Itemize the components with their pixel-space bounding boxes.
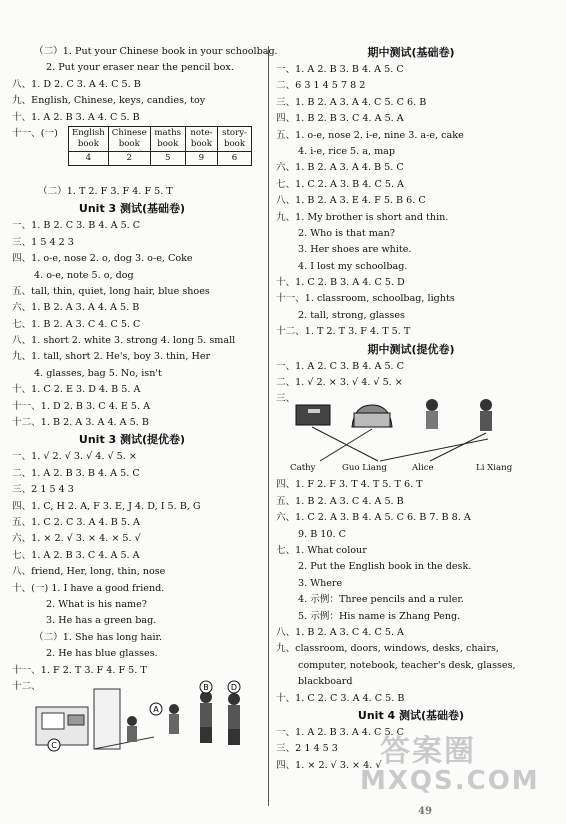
table-header-cell: Chinese book	[108, 126, 150, 151]
answer-line: 七、1. B 2. A 3. C 4. C 5. C	[12, 318, 141, 330]
answer-line: 九、classroom, doors, windows, desks, chairs,	[276, 643, 499, 655]
table-value-cell: 5	[150, 151, 185, 165]
answer-line: 2. Who is that man?	[298, 227, 395, 239]
answer-line: 八、1. B 2. A 3. C 4. C 5. A	[276, 626, 404, 638]
answer-line: （二）1. She has long hair.	[34, 631, 163, 643]
left-lines-a	[12, 44, 278, 126]
answer-line: 二、1. √ 2. × 3. √ 4. √ 5. ×	[276, 377, 403, 389]
matching-figure-block	[276, 391, 546, 477]
answer-line: 一、1. B 2. C 3. B 4. A 5. C	[12, 220, 141, 232]
matching-name-label: Alice	[412, 463, 434, 474]
answer-line: 八、1. B 2. A 3. E 4. F 5. B 6. C	[276, 195, 426, 207]
table-header-cell: story-book	[218, 126, 252, 151]
answer-line: 九、1. tall, short 2. He's, boy 3. thin, Her	[12, 351, 211, 363]
table-header-cell: note-book	[185, 126, 217, 151]
answer-line: 六、1. × 2. √ 3. × 4. × 5. √	[12, 533, 141, 545]
answer-line: 三、2 1 4 5 3	[276, 743, 338, 755]
answer-line: 三、1. B 2. A 3. A 4. C 5. C 6. B	[276, 96, 427, 108]
table-header-cell: maths book	[150, 126, 185, 151]
answer-line: 七、1. A 2. B 3. C 4. A 5. A	[12, 549, 140, 561]
book-table-block	[12, 126, 252, 184]
answer-line: 九、1. My brother is short and thin.	[276, 211, 449, 223]
answer-line: 七、1. What colour	[276, 544, 367, 556]
answer-line: 六、1. B 2. A 3. A 4. B 5. C	[276, 162, 404, 174]
scene-illustration-block	[12, 679, 252, 757]
scene-letter: C	[51, 740, 57, 750]
answer-line: 二、1. A 2. B 3. B 4. A 5. C	[12, 467, 140, 479]
answer-line: 4. 示例：Three pencils and a ruler.	[298, 594, 464, 606]
left-lines-b	[12, 184, 252, 200]
table-value-cell: 2	[108, 151, 150, 165]
answer-line: 十、1. C 2. B 3. A 4. C 5. D	[276, 277, 405, 289]
answer-line: 一、1. √ 2. √ 3. √ 4. √ 5. ×	[12, 451, 137, 463]
answer-line: 9. B 10. C	[298, 528, 346, 540]
left-lines-c	[12, 218, 252, 431]
answer-line: 二、6 3 1 4 5 7 8 2	[276, 80, 366, 92]
table-label: 十一、(一)	[12, 127, 58, 139]
answer-line: 2. Put your eraser near the pencil box.	[46, 62, 234, 74]
scene-label: 十二、	[12, 680, 41, 692]
answer-line: 2. tall, strong, glasses	[298, 309, 405, 321]
section-title-unit3-advanced: Unit 3 测试(提优卷)	[78, 433, 186, 447]
answer-line: 十二、1. T 2. T 3. F 4. T 5. T	[276, 326, 411, 338]
answer-line: 一、1. A 2. B 3. B 4. A 5. C	[276, 64, 404, 75]
right-column	[276, 44, 546, 774]
right-lines-c	[276, 477, 546, 706]
section-title-midterm-basic: 期中测试(基础卷)	[367, 46, 455, 59]
answer-line: 八、1. short 2. white 3. strong 4. long 5. small	[12, 335, 236, 347]
answer-line: （二）1. Put your Chinese book in your schoolbag.	[34, 46, 278, 57]
book-count-table	[68, 126, 252, 166]
answer-line: 九、English, Chinese, keys, candies, toy	[12, 95, 206, 107]
section-title-midterm-advanced: 期中测试(提优卷)	[367, 342, 455, 356]
answer-line: 一、1. A 2. C 3. B 4. A 5. C	[276, 360, 404, 372]
answer-line: 四、1. × 2. √ 3. × 4. √	[276, 759, 382, 771]
answer-line: 2. He has blue glasses.	[46, 648, 158, 660]
answer-line: 四、1. o-e, nose 2. o, dog 3. o-e, Coke	[12, 253, 193, 265]
matching-names-row	[290, 463, 520, 477]
answer-line: （二）1. T 2. F 3. F 4. F 5. T	[38, 185, 173, 197]
answer-line: 一、1. A 2. B 3. A 4. C 5. C	[276, 726, 404, 738]
answer-line: 4. glasses, bag 5. No, isn't	[34, 367, 162, 379]
scene-letter: A	[153, 704, 159, 714]
left-column	[12, 44, 278, 757]
answer-line: 4. i-e, rice 5. a, map	[298, 145, 396, 157]
answer-line: 五、tall, thin, quiet, long hair, blue shoes	[12, 285, 210, 297]
left-lines-d	[12, 449, 252, 678]
matching-name-label: Li Xiang	[476, 463, 513, 474]
scene-letter: B	[203, 682, 209, 692]
watermark-url: MXQS.COM	[360, 766, 540, 796]
answer-line: 十一、1. F 2. T 3. F 4. F 5. T	[12, 664, 147, 676]
answer-line: 五、1. B 2. A 3. C 4. A 5. B	[276, 495, 404, 507]
answer-line: 十二、1. B 2. A 3. A 4. A 5. B	[12, 417, 149, 429]
watermark-cn: 答案圈	[380, 734, 476, 769]
answer-line: 4. o-e, note 5. o, dog	[34, 269, 134, 281]
answer-line: 十、1. C 2. E 3. D 4. B 5. A	[12, 384, 141, 396]
answer-line: 2. What is his name?	[46, 598, 147, 610]
matching-name-label: Guo Liang	[342, 463, 387, 474]
answer-line: 5. 示例：His name is Zhang Peng.	[298, 610, 461, 622]
table-header-cell: English book	[69, 126, 109, 151]
answer-line: 六、1. C 2. A 3. B 4. A 5. C 6. B 7. B 8. A	[276, 512, 471, 524]
table-value-cell: 9	[185, 151, 217, 165]
answer-line: 3. Her shoes are white.	[298, 244, 412, 256]
answer-line: 4. I lost my schoolbag.	[298, 260, 408, 272]
right-lines-a	[276, 62, 546, 341]
column-divider	[268, 46, 269, 806]
page-number: 49	[418, 806, 432, 817]
table-value-cell: 4	[69, 151, 109, 165]
classroom-scene-illustration	[34, 679, 264, 757]
answer-line: 三、2 1 5 4 3	[12, 484, 74, 496]
answer-line: 十一、1. classroom, schoolbag, lights	[276, 293, 455, 305]
answer-line: 四、1. C, H 2. A, F 3. E, J 4. D, I 5. B, G	[12, 500, 201, 512]
answer-line: computer, notebook, teacher's desk, glasses,	[298, 659, 516, 671]
answer-line: 3. He has a green bag.	[46, 615, 157, 627]
matching-label: 三、	[276, 393, 296, 405]
answer-line: blackboard	[298, 676, 353, 688]
answer-line: 六、1. B 2. A 3. A 4. A 5. B	[12, 302, 140, 314]
answer-line: 四、1. F 2. F 3. T 4. T 5. T 6. T	[276, 479, 423, 491]
answer-line: 三、1 5 4 2 3	[12, 236, 74, 248]
answer-line: 十、1. A 2. B 3. A 4. C 5. B	[12, 111, 140, 123]
answer-line: 十、1. C 2. C 3. A 4. C 5. B	[276, 692, 405, 704]
answer-line: 八、1. D 2. C 3. A 4. C 5. B	[12, 78, 141, 90]
table-value-cell: 6	[218, 151, 252, 165]
right-lines-b	[276, 359, 546, 392]
answer-line: 十、(一) 1. I have a good friend.	[12, 582, 165, 594]
matching-name-label: Cathy	[290, 463, 316, 474]
answer-line: 五、1. C 2. C 3. A 4. B 5. A	[12, 516, 140, 528]
scene-letter: D	[230, 682, 238, 692]
answer-line: 3. Where	[298, 577, 343, 589]
section-title-unit3-basic: Unit 3 测试(基础卷)	[78, 202, 186, 216]
answer-line: 八、friend, Her, long, thin, nose	[12, 566, 166, 578]
section-title-unit4-basic: Unit 4 测试(基础卷)	[357, 708, 465, 722]
answer-line: 四、1. B 2. B 3. C 4. A 5. A	[276, 113, 404, 125]
answer-line: 2. Put the English book in the desk.	[298, 561, 472, 573]
answer-line: 七、1. C 2. A 3. B 4. C 5. A	[276, 178, 404, 190]
answer-line: 十一、1. D 2. B 3. C 4. E 5. A	[12, 400, 151, 412]
answer-line: 五、1. o-e, nose 2. i-e, nine 3. a-e, cake	[276, 129, 464, 141]
